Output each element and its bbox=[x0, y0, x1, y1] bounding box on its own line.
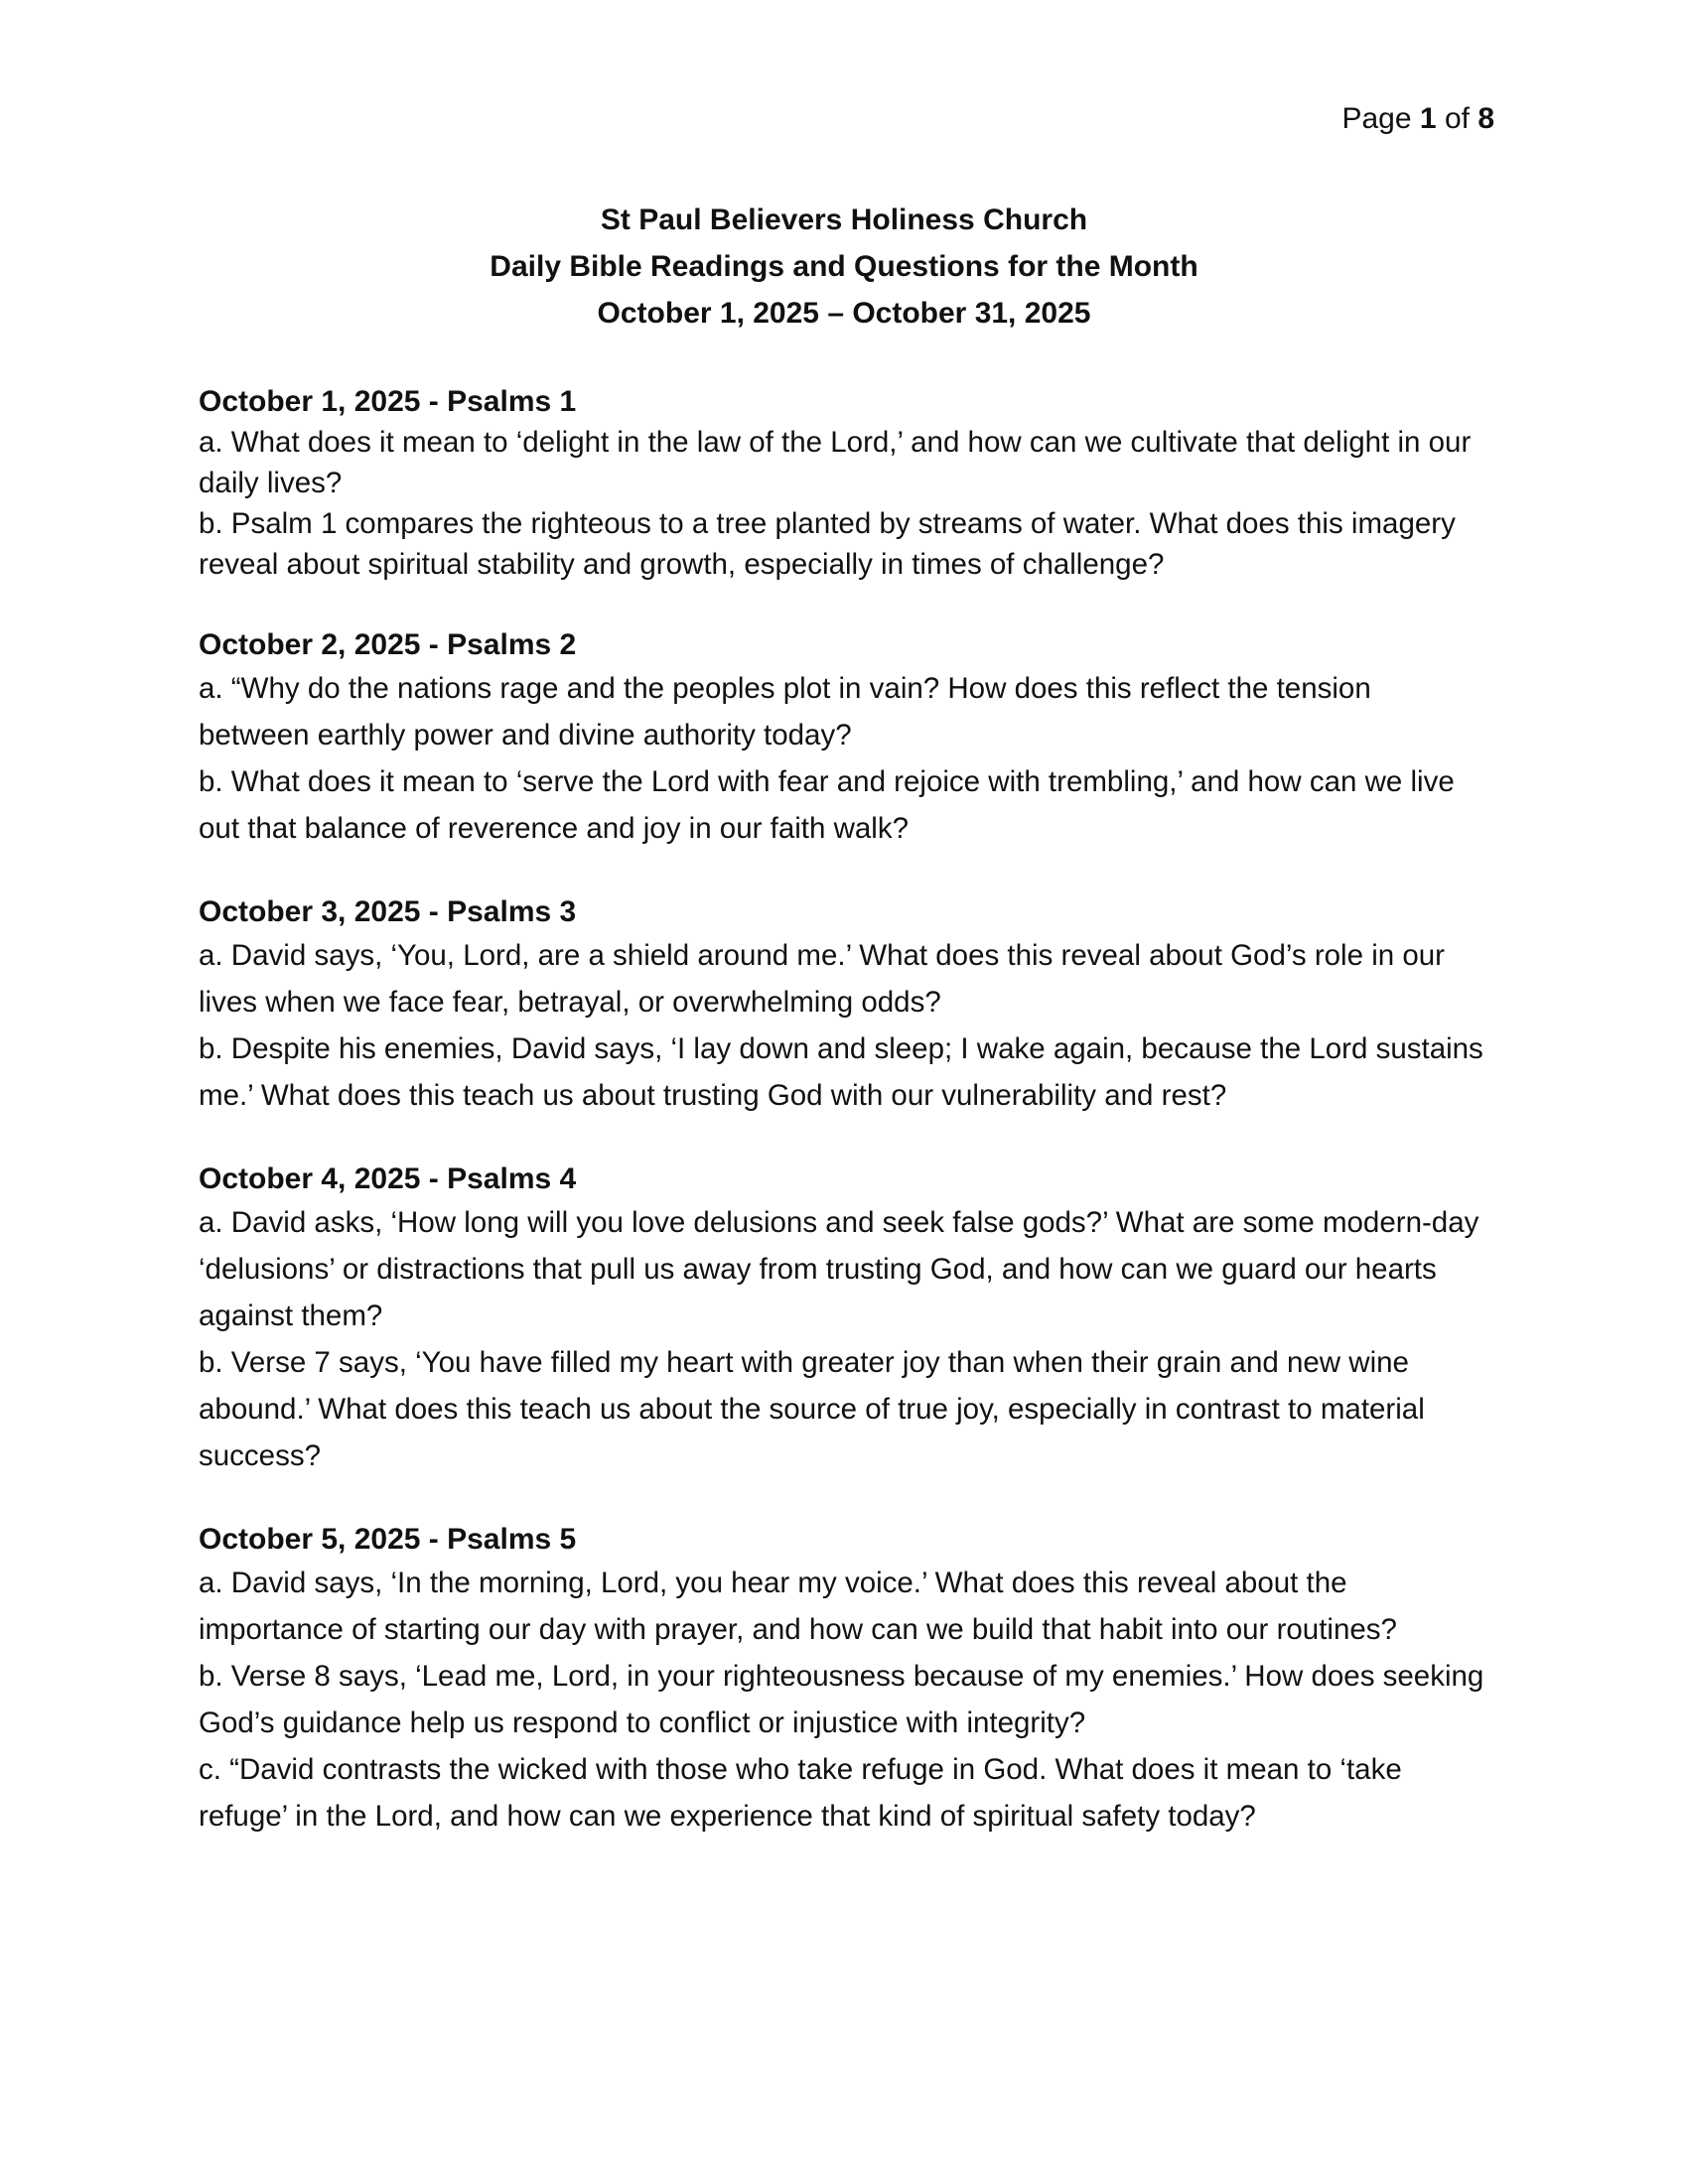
readings-list bbox=[199, 382, 1489, 1880]
current-page: 1 bbox=[1419, 102, 1437, 135]
page-number bbox=[1341, 99, 1494, 139]
page-of-label: of bbox=[1444, 102, 1470, 135]
question: a. David says, ‘You, Lord, are a shield around me.’ What does this reveal about God’s role in our lives when we face fear, betrayal, or overwhelming odds? bbox=[199, 939, 1446, 1019]
reading-title: October 3, 2025 - Psalms 3 bbox=[199, 895, 577, 928]
question: b. What does it mean to ‘serve the Lord with fear and rejoice with trembling,’ and how can we live out that balance of reverence and joy in our faith walk? bbox=[199, 765, 1455, 845]
date-range: October 1, 2025 – October 31, 2025 bbox=[597, 297, 1091, 330]
total-pages: 8 bbox=[1477, 102, 1494, 135]
reading-entry bbox=[199, 382, 1489, 585]
question: a. David asks, ‘How long will you love delusions and seek false gods?’ What are some modern-day ‘delusions’ or distractions that pull us away from trusting God, and how can we guard our hearts against them? bbox=[199, 1206, 1479, 1332]
question: b. Verse 7 says, ‘You have filled my heart with greater joy than when their grain and new wine abound.’ What does this teach us about the source of true joy, especially in contrast to material success? bbox=[199, 1346, 1425, 1472]
document-subtitle: Daily Bible Readings and Questions for the Month bbox=[490, 250, 1198, 283]
reading-entry bbox=[199, 625, 1489, 852]
reading-title: October 4, 2025 - Psalms 4 bbox=[199, 1162, 577, 1195]
reading-entry bbox=[199, 1160, 1489, 1479]
question: a. David says, ‘In the morning, Lord, you hear my voice.’ What does this reveal about the importance of starting our day with prayer, and how can we build that habit into our routines? bbox=[199, 1567, 1397, 1646]
reading-title: October 2, 2025 - Psalms 2 bbox=[199, 628, 577, 661]
page-label: Page bbox=[1341, 102, 1412, 135]
document-header bbox=[0, 197, 1688, 337]
question: a. “Why do the nations rage and the peoples plot in vain? How does this reflect the tension between earthly power and divine authority today? bbox=[199, 672, 1371, 751]
question: b. Psalm 1 compares the righteous to a tree planted by streams of water. What does this imagery reveal about spiritual stability and growth, especially in times of challenge? bbox=[199, 507, 1456, 581]
reading-title: October 5, 2025 - Psalms 5 bbox=[199, 1523, 577, 1556]
question: a. What does it mean to ‘delight in the law of the Lord,’ and how can we cultivate that delight in our daily lives? bbox=[199, 426, 1472, 499]
reading-entry bbox=[199, 1520, 1489, 1840]
church-name: St Paul Believers Holiness Church bbox=[600, 204, 1088, 236]
question: b. Despite his enemies, David says, ‘I lay down and sleep; I wake again, because the Lord sustains me.’ What does this teach us about trusting God with our vulnerability and rest? bbox=[199, 1032, 1483, 1112]
question: c. “David contrasts the wicked with those who take refuge in God. What does it mean to ‘take refuge’ in the Lord, and how can we experience that kind of spiritual safety today? bbox=[199, 1753, 1402, 1833]
question: b. Verse 8 says, ‘Lead me, Lord, in your righteousness because of my enemies.’ How does seeking God’s guidance help us respond to conflict or injustice with integrity? bbox=[199, 1660, 1484, 1739]
reading-title: October 1, 2025 - Psalms 1 bbox=[199, 385, 577, 418]
reading-entry bbox=[199, 892, 1489, 1119]
